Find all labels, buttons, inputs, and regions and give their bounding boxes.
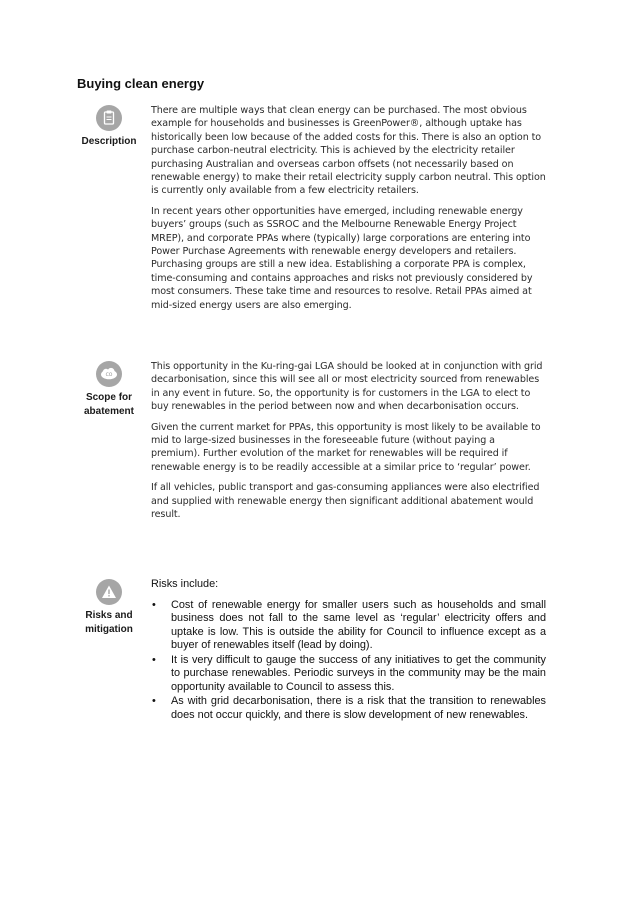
co2-cloud-icon <box>96 361 122 387</box>
scope-paragraph: This opportunity in the Ku-ring-gai LGA should be looked at in conjunction with grid decarbonisation, since this will see all or most electricity sourced from renewables in any event in future. So, the opportunity is for customers in the LGA to elect to buy renewables in the period between now and when decarbonisation occurs. <box>151 361 543 413</box>
warning-icon <box>96 579 122 605</box>
description-side-panel <box>74 105 144 149</box>
description-paragraph: In recent years other opportunities have emerged, including renewable energy buyers’ groups (such as SSROC and the Melbourne Renewable Energy Project MREP), and corporate PPAs where (typically) large corporations are entering into Power Purchase Agreements with renewable energy developers and retailers. Purchasing groups are still a new idea. Establishing a corporate PPA is complex, time-consuming and contains approaches and risks not previously considered by most consumers. These take time and resources to resolve. Retail PPAs aimed at mid-sized energy users are also emerging. <box>151 205 533 311</box>
risks-side-panel <box>74 579 144 637</box>
risks-body <box>151 578 546 723</box>
clipboard-icon <box>96 105 122 131</box>
risks-label-line1: Risks and <box>85 610 133 621</box>
list-item: • As with grid decarbonisation, there is a risk that the transition to renewables does not occur quickly, and there is slow development of new renewables. <box>151 695 546 722</box>
scope-label-line1: Scope for <box>85 392 133 403</box>
description-body <box>151 104 546 319</box>
scope-label-line2: abatement <box>83 406 134 417</box>
risks-list <box>151 599 546 723</box>
scope-body <box>151 360 546 528</box>
co2-icon-text: CO <box>105 373 113 379</box>
list-item: • It is very difficult to gauge the success of any initiatives to get the community to purchase renewables. Periodic surveys in the community may be the main opportunity available to Council to assess this. <box>151 654 546 695</box>
risks-intro: Risks include: <box>151 578 219 590</box>
list-item: • Cost of renewable energy for smaller users such as households and small business does not fall to the same level as ‘regular’ electricity offers and uptake is low. This is outside the ability for Council to influence except as a buyer of renewables itself (lead by doing). <box>151 599 546 653</box>
page-title: Buying clean energy <box>77 76 205 91</box>
scope-paragraph: If all vehicles, public transport and gas-consuming appliances were also electrified and supplied with renewable energy then significant additional abatement would result. <box>151 482 540 521</box>
risks-label-line2: mitigation <box>85 624 133 635</box>
description-paragraph: There are multiple ways that clean energy can be purchased. The most obvious example for households and businesses is GreenPower®, although uptake has historically been low because of the added costs for this. There is also an option to purchase carbon-neutral electricity. This is achieved by the electricity retailer purchasing Australian and overseas carbon offsets (not necessarily based on renewable energy) to make their retail electricity supply carbon neutral. This option is currently only available from a few electricity retailers. <box>151 105 546 197</box>
description-label: Description <box>81 136 137 147</box>
scope-side-panel <box>74 361 144 419</box>
scope-paragraph: Given the current market for PPAs, this opportunity is most likely to be available to mid to large-sized businesses in the foreseeable future (without paying a premium). Further evolution of the market for renewables will be required if renewable energy is to be readily accessible at a similar price to ‘regular’ power. <box>151 421 541 473</box>
